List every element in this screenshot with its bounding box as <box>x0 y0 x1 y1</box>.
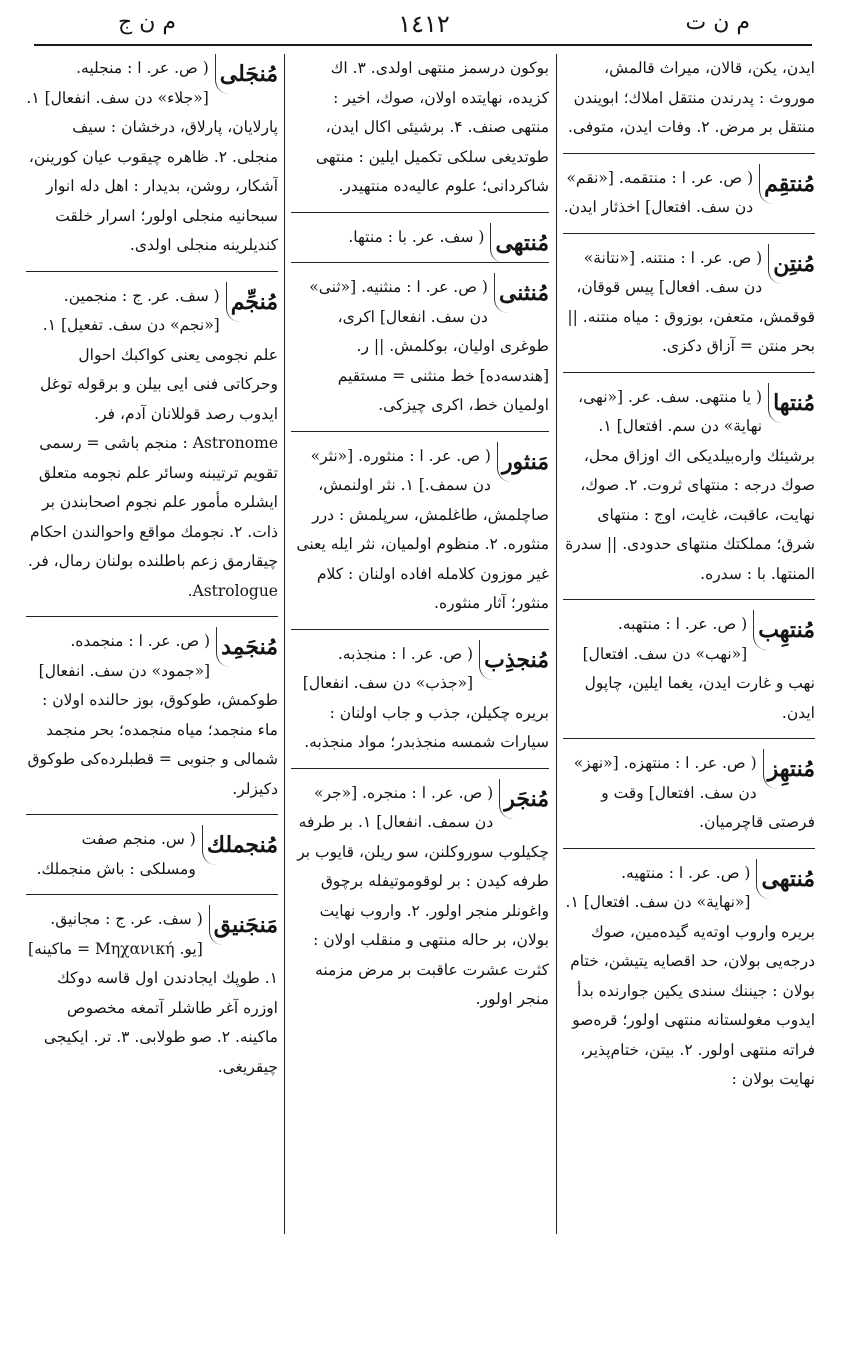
dictionary-entry <box>291 262 549 421</box>
entry-definition: ( سف. عر. ج : منجمین. [«نجم» دن سف. تفعیل] ۱. علم نجومی یعنی کواکبك احوال وحرکاتی فنی ایی بیلن و برقوله توغل ایدوب رصد قوللانان آدم، فر. Astronome : منجم باشی = رسمی تقویم ترتیبنه وسائر علم نجومه متعلق ایشلره مأمور علم نجوم اصحابندن بر ذات. ۲. نجومك مواقع واحوالندن احکام چیقارمق زعم باطلنده بولنان رمال، فر. Astrologue. <box>27 286 278 600</box>
entry-headword: مُنتهِب <box>753 610 815 650</box>
header-rule <box>34 44 812 46</box>
header-left-letters: م ن ج <box>118 10 176 35</box>
entry-headword: مُنتهی <box>756 859 815 899</box>
entry-headword: مُنتهِز <box>763 749 815 789</box>
dictionary-entry <box>563 372 815 590</box>
column-middle <box>291 54 549 1244</box>
dictionary-entry <box>26 894 278 1082</box>
entry-headword: مُنجملك <box>202 825 278 865</box>
entry-headword: مُنجِّم <box>226 282 278 322</box>
dictionary-entry <box>26 616 278 804</box>
dictionary-entry <box>563 153 815 223</box>
entry-definition: ( ص. عر. ا : منجره. [«جر» دن سمف. انفعال] ۱. بر طرفه چکیلوب سوروکلنن، سو ریلن، قایوب بر طرفه کیدن : بر لوقوموتیفله برچوق واغونلر منجر اولور. ۲. واروب نهایت بولان، بر حاله منتهی و منقلب اولان : کثرت عشرت عاقبت بر مرض مزمنه منجر اولور. <box>297 783 549 1008</box>
entry-definition: ( ص. عر. ا : منجلیه. [«جلاء» دن سف. انفعال] ۱. پارلایان، پارلاق، درخشان : سیف منجلی. ۲. ظاهره چیقوب عیان کورینن، آشکار، روشن، بدیدار : اهل دله انوار سبحانیه منجلی اولور؛ اسرار خلقت کندیلرینه منجلی اولدی. <box>26 59 278 254</box>
column-right <box>563 54 815 1244</box>
dictionary-entry <box>291 431 549 619</box>
entry-headword: مُنجَلی <box>215 54 278 94</box>
dictionary-entry <box>291 768 549 1015</box>
page-number: ١٤١٢ <box>398 10 450 38</box>
entry-definition: ایدن، یکن، قالان، میراث قالمش، موروث : پدرندن منتقل املاك؛ ابویندن منتقل بر مرض. ۲. وفات ایدن، متوفی. <box>567 59 815 136</box>
entry-definition: بوکون درسمز منتهی اولدی. ۳. اك کزیده، نهایتده اولان، صوك، اخیر : منتهی صنف. ۴. برشیئی اکال ایدن، طوتدیغی سلکی تکمیل ایلین : منتهی شاکردانی؛ علوم عالیه‌ده منتهیدر. <box>315 59 549 195</box>
entry-headword: مُنجَر <box>499 779 549 819</box>
entry-headword: مُنتِن <box>768 244 815 284</box>
entry-definition: ( ص. عر. ا : منتهبه. [«نهب» دن سف. افتعال] نهب و غارت ایدن، یغما ایلین، چاپول ایدن. <box>582 615 815 722</box>
column-divider <box>284 54 285 1234</box>
entry-headword: مُنثنی <box>494 273 549 313</box>
dictionary-entry <box>291 212 549 256</box>
dictionary-entry <box>563 599 815 728</box>
entry-definition: ( ص. عر. ا : منتهیه. [«نهایة» دن سف. افتعال] ۱. بریره واروب اوته‌یه گیده‌مین، صوك درجه‌یی بولان، حد اقصایه یتیشن، ختام بولان : جیننك سندی یکین جوارنده بدأ ایدوب مغولستانه منتهی اولور؛ قره‌صو فراته منتهی اولور. ۲. بیتن، ختام‌پذیر، نهایت بولان : <box>565 863 815 1088</box>
entry-headword: مَنجَنیق <box>209 905 278 945</box>
entry-headword: مُنتهی <box>490 223 549 263</box>
column-divider <box>556 54 557 1234</box>
entry-headword: مُنجذِب <box>479 640 549 680</box>
dictionary-entry <box>26 814 278 884</box>
entry-definition: ( یا منتهی. سف. عر. [«نهی، نهایة» دن سم. افتعال] ۱. برشیئك واره‌بیلدیکی اك اوزاق محل، صوك درجه : منتهای ثروت. ۲. صوك، نهایت، عاقبت، غایت، اوج : منتهای شرق؛ مملكتك منتهای حدودی. || سدرة المنتها. با : سدره. <box>565 387 815 583</box>
header-right-letters: م ن ت <box>685 10 750 35</box>
entry-definition: ( س. منجم صفت ومسلکی : باش منجملك. <box>36 830 196 878</box>
page-header <box>38 0 810 44</box>
dictionary-entry <box>563 738 815 838</box>
dictionary-entry <box>26 54 278 261</box>
entry-headword: مَنثور <box>497 442 549 482</box>
entry-definition: ( ص. عر. ا : منتهزه. [«نهز» دن سف. افتعال] وقت و فرصتی قاچرمیان. <box>573 754 815 831</box>
dictionary-entry <box>563 848 815 1095</box>
dictionary-entry <box>26 271 278 607</box>
entry-definition: ( ص. عر. ا : منثوره. [«نثر» دن سمف.] ۱. نثر اولنمش، صاچلمش، طاغلمش، سرپلمش : درر منثوره. ۲. منظوم اولمیان، نثر ایله یعنی غیر موزون کلامله افاده اولنان : کلام منثور؛ آثار منثوره. <box>296 446 549 612</box>
entry-definition: ( سف. عر. با : منتها. <box>348 227 485 246</box>
entry-definition: ( سف. عر. ج : مجانیق. [یو. Μηχανική = ماکینه] ۱. طوپك ایجادندن اول قاسه دوکك اوزره آغر طاشلر آتمغه مخصوص ماکینه. ۲. صو طولابی. ۳. تر. ایکیجی چیقریغی. <box>28 910 278 1076</box>
entry-definition: ( ص. عر. ا : منجذبه. [«جذب» دن سف. انفعال] بریره چکیلن، جذب و جاب اولنان : سیارات شمسه منجذبدر؛ مواد منجذبه. <box>302 644 549 751</box>
dictionary-entry <box>291 629 549 758</box>
entry-headword: مُنجَمِد <box>216 627 278 667</box>
entry-definition: ( ص. عر. ا : منثنیه. [«ثنی» دن سف. انفعال] اکری، طوغری اولیان، بوکلمش. || ر. [هندسه‌ده] خط منثنی = مستقیم اولمیان خط، اکری چیزکی. <box>309 278 549 414</box>
dictionary-entry <box>563 54 815 143</box>
column-left <box>26 54 278 1244</box>
entry-definition: ( ص. عر. ا : منتقمه. [«نقم» دن سف. افتعال] اخذثار ایدن. <box>563 168 754 216</box>
dictionary-entry <box>563 233 815 362</box>
entry-definition: ( ص. عر. ا : منجمده. [«جمود» دن سف. انفعال] طوکمش، طوکوق، بوز حالنده اولان : ماء منجمد؛ میاه منجمده؛ بحر منجمد شمالی و جنوبی = قطبلرده‌کی طوکوق دکیزلر. <box>27 632 278 798</box>
entry-headword: مُنتها <box>768 383 815 423</box>
entry-definition: ( ص. عر. ا : منتنه. [«نتانة» دن سف. افعال] پیس قوقان، قوقمش، متعفن، بوزوق : میاه منتنه. || بحر منتن = آزاق دکزی. <box>567 248 815 355</box>
entry-headword: مُنتقِم <box>759 164 815 204</box>
dictionary-entry <box>291 54 549 202</box>
